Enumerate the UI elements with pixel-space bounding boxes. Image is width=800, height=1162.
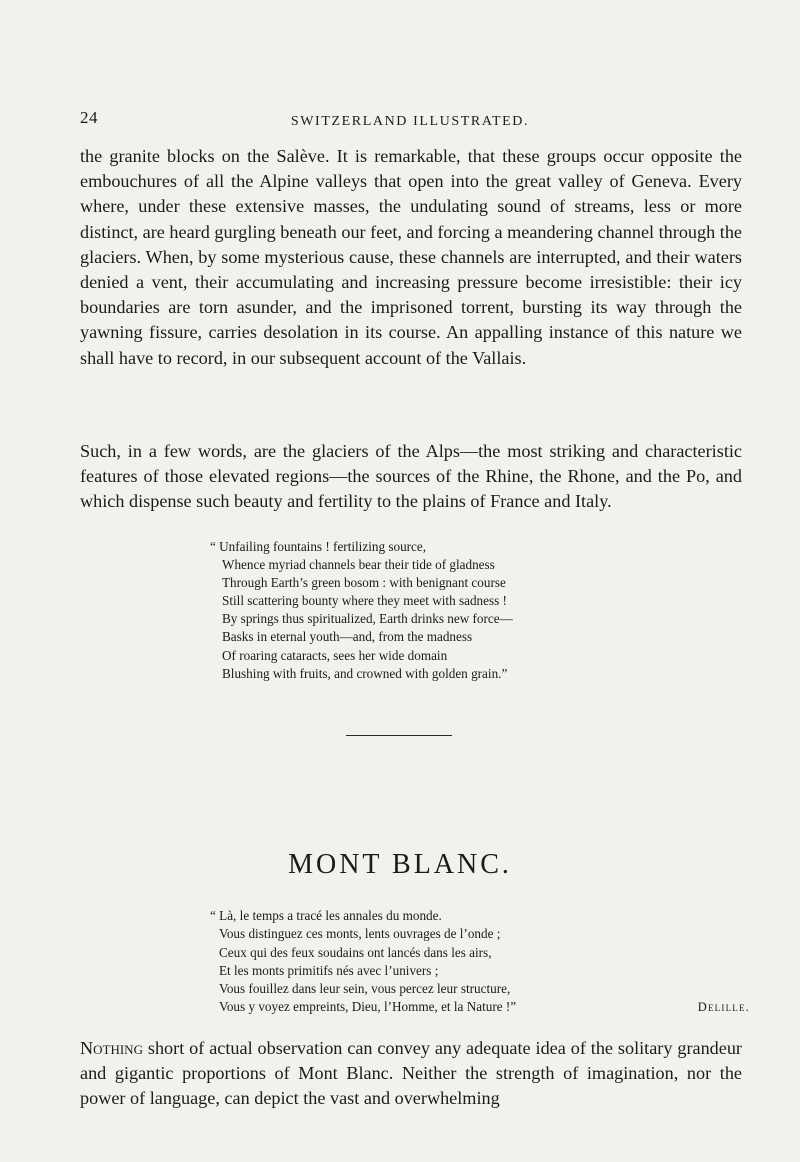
- poem-line: Of roaring cataracts, sees her wide domain: [222, 647, 448, 663]
- epigraph-line: Vous distinguez ces monts, lents ouvrages de l’onde ;: [219, 926, 501, 942]
- poem-line: Basks in eternal youth—and, from the madness: [222, 629, 473, 645]
- page-number: 24: [80, 108, 98, 127]
- poem-line: Still scattering bounty where they meet with sadness !: [222, 593, 507, 609]
- paragraph-text: short of actual observation can convey any adequate idea of the solitary grandeur and gigantic proportions of Mont Blanc. Neither the strength of imagination, nor the power of language, can depict the vast and overwhelming: [80, 1038, 742, 1109]
- section-heading: MONT BLANC.: [288, 849, 512, 880]
- paragraph-text: Such, in a few words, are the glaciers of the Alps—the most striking and characteristic features of those elevated regions—the sources of the Rhine, the Rhone, and the Po, and which dispense such beauty and fertility to the plains of France and Italy.: [80, 441, 742, 512]
- poem-line: Through Earth’s green bosom : with benignant course: [222, 575, 506, 591]
- poem-line: “ Unfailing fountains ! fertilizing source,: [210, 539, 427, 554]
- epigraph-line: Ceux qui des feux soudains ont lancés dans les airs,: [219, 944, 492, 960]
- running-title: SWITZERLAND ILLUSTRATED.: [290, 114, 530, 129]
- section-divider: [346, 735, 452, 736]
- epigraph-line: Et les monts primitifs nés avec l’univers ;: [219, 962, 439, 978]
- french-epigraph: [210, 907, 750, 1017]
- lead-word: Nothing: [80, 1038, 143, 1058]
- epigraph-line: Vous y voyez empreints, Dieu, l’Homme, et la Nature !”: [219, 999, 517, 1015]
- body-paragraph: [80, 1036, 742, 1112]
- poem-quotation: [210, 538, 513, 683]
- body-paragraph: [80, 144, 742, 371]
- poem-line: Blushing with fruits, and crowned with golden grain.”: [222, 665, 508, 681]
- epigraph-line: “ Là, le temps a tracé les annales du monde.: [210, 908, 442, 923]
- poem-line: Whence myriad channels bear their tide of gladness: [222, 557, 495, 573]
- poem-line: By springs thus spiritualized, Earth drinks new force—: [222, 611, 513, 627]
- paragraph-text: the granite blocks on the Salève. It is remarkable, that these groups occur opposite the embouchures of all the Alpine valleys that open into the great valley of Geneva. Every where, under these extensive masses, the undulating sound of streams, less or more distinct, are heard gurgling beneath our feet, and forcing a meandering channel through the glaciers. When, by some mysterious cause, these channels are interrupted, and their waters denied a vent, their accumulating and increasing pressure become irresistible: their icy boundaries are torn asunder, and the imprisoned torrent, bursting its way through the yawning fissure, carries desolation in its course. An appalling instance of this nature we shall have to record, in our subsequent account of the Vallais.: [80, 146, 742, 368]
- epigraph-attribution: Delille.: [697, 1000, 750, 1015]
- epigraph-line: Vous fouillez dans leur sein, vous percez leur structure,: [219, 981, 511, 997]
- body-paragraph: [80, 439, 742, 515]
- running-head: [80, 108, 740, 132]
- closing-paragraph: [80, 1036, 742, 1112]
